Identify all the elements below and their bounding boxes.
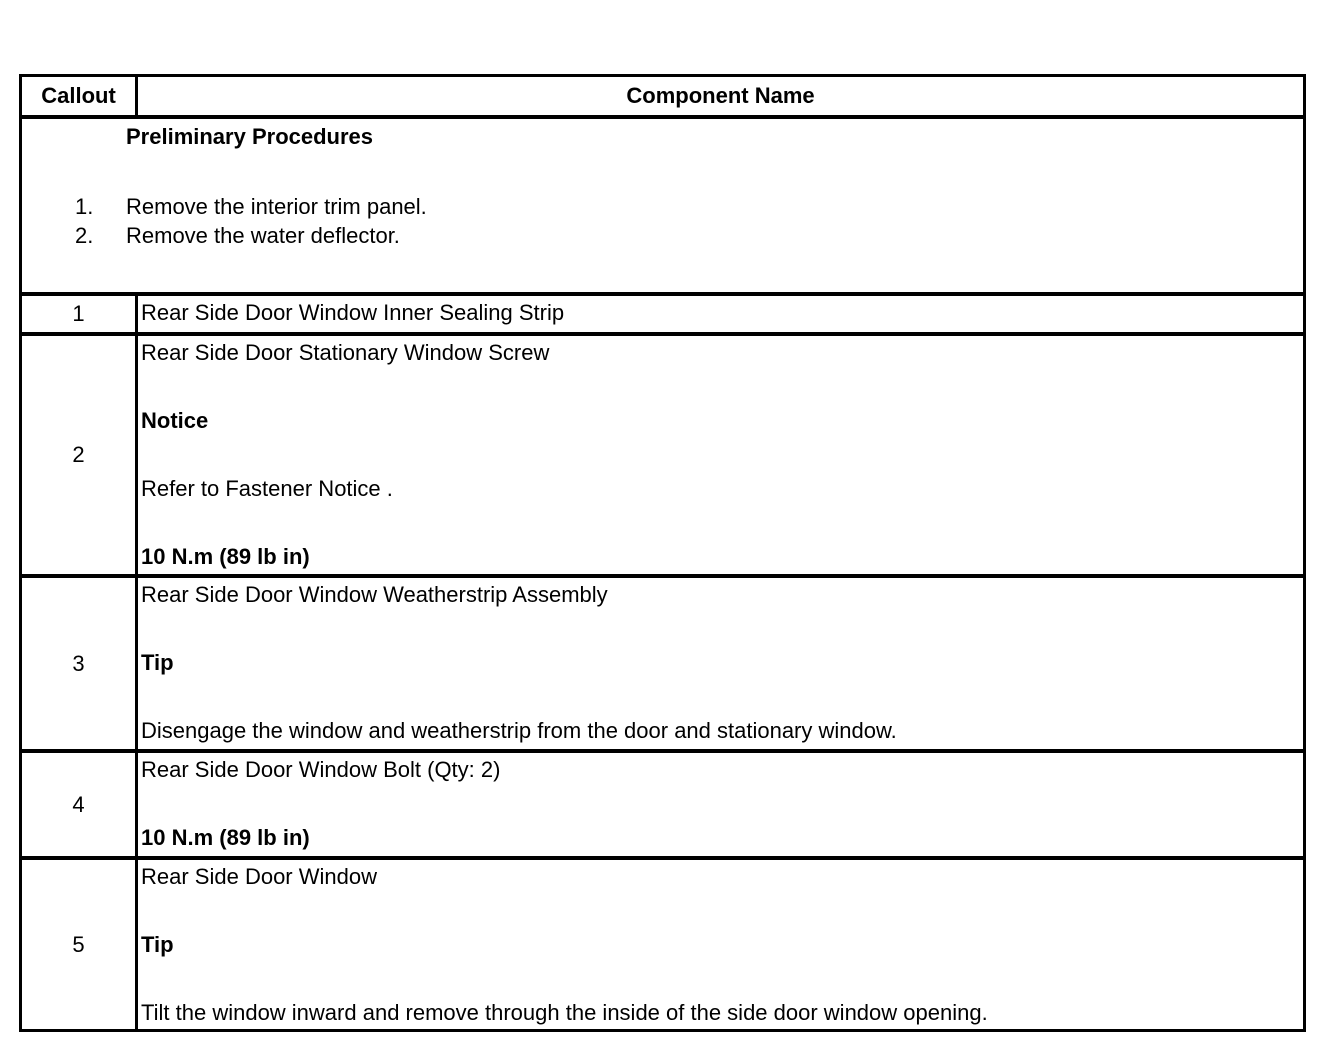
- row-content: [141, 860, 1303, 1030]
- row-content: [141, 296, 1303, 330]
- step-number: 2.: [75, 223, 94, 248]
- torque-spec: 10 N.m (89 lb in): [141, 544, 310, 569]
- tip-text: Disengage the window and weatherstrip from the door and stationary window.: [141, 718, 897, 743]
- table-row: [22, 292, 1303, 332]
- table-row: [22, 574, 1303, 749]
- column-divider: [135, 753, 138, 856]
- table-header: [22, 77, 1303, 115]
- step-text: Remove the interior trim panel.: [126, 194, 427, 219]
- row-callout: 1: [72, 301, 85, 326]
- row-content: [141, 753, 1303, 855]
- component-name: Rear Side Door Window Weatherstrip Assembly: [141, 582, 608, 607]
- tip-text: Tilt the window inward and remove through the inside of the side door window opening.: [141, 1000, 988, 1025]
- row-content: [141, 578, 1303, 748]
- tip-label: Tip: [141, 932, 174, 957]
- tip-label: Tip: [141, 650, 174, 675]
- header-callout: Callout: [41, 83, 116, 108]
- table-row: [22, 856, 1303, 1029]
- step-text: Remove the water deflector.: [126, 223, 400, 248]
- column-divider: [135, 296, 138, 332]
- notice-label: Notice: [141, 408, 209, 433]
- column-divider: [135, 336, 138, 574]
- column-divider: [135, 578, 138, 749]
- component-name: Rear Side Door Window Bolt (Qty: 2): [141, 757, 501, 782]
- table-row: [22, 332, 1303, 574]
- row-callout: 3: [72, 650, 85, 676]
- notice-text: Refer to Fastener Notice .: [141, 476, 393, 501]
- row-callout: 4: [72, 791, 85, 817]
- column-divider: [135, 860, 138, 1029]
- preliminary-procedures: [22, 115, 1303, 292]
- component-name: Rear Side Door Window: [141, 864, 377, 889]
- component-name: Rear Side Door Window Inner Sealing Strip: [141, 300, 565, 325]
- header-component-name: Component Name: [626, 83, 815, 108]
- row-callout: 2: [72, 442, 85, 467]
- component-table: [19, 74, 1306, 1032]
- row-callout: 5: [72, 931, 85, 957]
- preliminary-title: Preliminary Procedures: [126, 124, 374, 149]
- row-content: [141, 336, 1303, 574]
- torque-spec: 10 N.m (89 lb in): [141, 825, 310, 850]
- table-row: [22, 749, 1303, 856]
- component-name: Rear Side Door Stationary Window Screw: [141, 340, 550, 365]
- step-number: 1.: [75, 194, 94, 219]
